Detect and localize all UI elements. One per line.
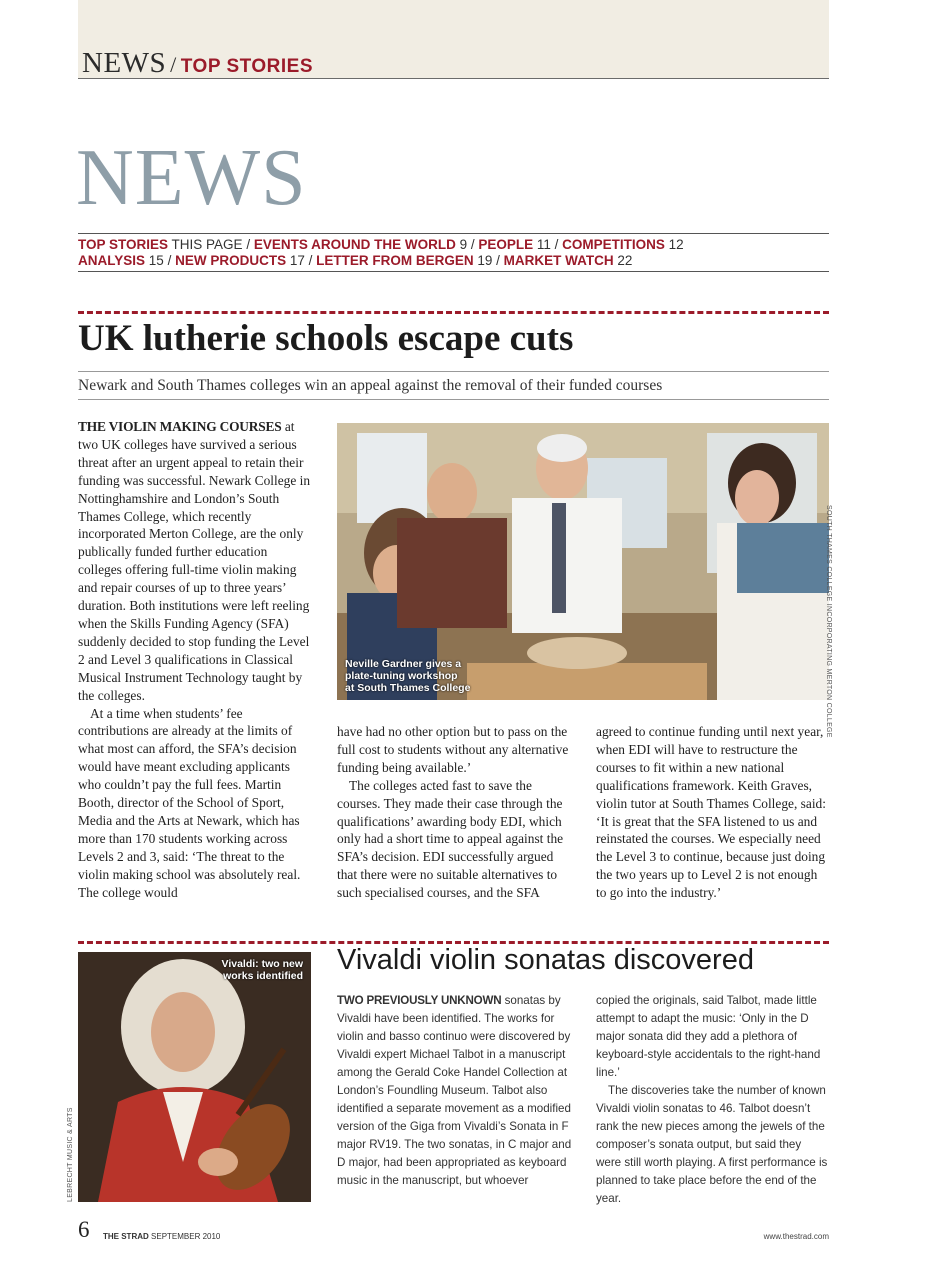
header-separator: / xyxy=(170,52,177,77)
story1-standfirst: Newark and South Thames colleges win an appeal against the removal of their funded courses xyxy=(78,371,829,400)
contents-item[interactable]: EVENTS AROUND THE WORLD xyxy=(253,237,456,252)
contents-item[interactable]: PEOPLE xyxy=(478,237,534,252)
contents-item[interactable]: MARKET WATCH xyxy=(503,253,614,268)
contents-line-1: TOP STORIES THIS PAGE / EVENTS AROUND THE WORLD 9 / PEOPLE 11 / COMPETITIONS 12 xyxy=(78,237,684,252)
contents-item[interactable]: LETTER FROM BERGEN xyxy=(316,253,474,268)
masthead-title: NEWS xyxy=(76,134,307,222)
section-header xyxy=(82,47,313,80)
story1-paragraph: have had no other option but to pass on the full cost to students without any alternative funding being available.’ xyxy=(337,724,569,775)
story-divider xyxy=(78,311,829,314)
photo1-caption: Neville Gardner gives a plate-tuning workshop at South Thames College xyxy=(345,658,471,694)
story1-column-2 xyxy=(337,723,573,902)
footer-url[interactable]: www.thestrad.com xyxy=(763,1232,829,1241)
story2-column-1: TWO PREVIOUSLY UNKNOWN sonatas by Vivaldi have been identified. The works for violin and basso continuo were discovered by Vivaldi expert Michael Talbot in a manuscript among the Gerald Coke Handel Collection at London’s Foundling Museum. Talbot also identified a separate movement as a modified version of the Giga from Vivaldi’s Sonata in F major RV19. The two sonatas, in C major and D major, had been appropriated as keyboard music in the manuscript, but whoever xyxy=(337,994,572,1187)
contents-item[interactable]: NEW PRODUCTS xyxy=(175,253,287,268)
story2-paragraph: The discoveries take the number of known Vivaldi violin sonatas to 46. Talbot doesn’t rank the new pieces among the jewels of the composer’s sonata output, but said they were still worth playing. A first performance is planned to take place before the end of the year. xyxy=(596,1084,828,1205)
story1-paragraph: At a time when students’ fee contributions are already at the limits of what most can afford, the SFA’s decision would have meant excluding applicants who couldn’t pay the full fees. Martin Booth, director of the School of Sport, Media and the Arts at Newark, which has more than 170 students working across Levels 2 and 3, said: ‘The threat to the violin making school was absolutely real. The college would xyxy=(78,705,301,900)
story2-lead: TWO PREVIOUSLY UNKNOWN xyxy=(337,994,502,1007)
page-number: 6 xyxy=(78,1217,90,1242)
photo2-caption: Vivaldi: two new works identified xyxy=(221,958,303,982)
story2-headline: Vivaldi violin sonatas discovered xyxy=(337,944,754,976)
magazine-name: THE STRAD xyxy=(103,1232,149,1241)
photo1-credit: SOUTH THAMES COLLEGE INCORPORATING MERTON COLLEGE xyxy=(825,505,832,738)
workshop-photo xyxy=(337,423,829,700)
story1-paragraph: The colleges acted fast to save the courses. They made their case through the qualifications’ awarding body EDI, which only had a short time to appeal against the SFA’s decision. EDI successfully argued that there were no suitable alternatives to such specialised courses, and the SFA xyxy=(337,777,564,901)
footer-magazine xyxy=(103,1232,220,1241)
vivaldi-portrait xyxy=(78,952,311,1202)
section-name: NEWS xyxy=(82,47,167,79)
contents-item[interactable]: TOP STORIES xyxy=(78,237,169,252)
contents-line-2: ANALYSIS 15 / NEW PRODUCTS 17 / LETTER FROM BERGEN 19 / MARKET WATCH 22 xyxy=(78,253,633,268)
contents-item[interactable]: COMPETITIONS xyxy=(562,237,665,252)
story1-column-3 xyxy=(596,723,829,902)
story1-lead: THE VIOLIN MAKING COURSES xyxy=(78,419,282,434)
story2-paragraph: copied the originals, said Talbot, made little attempt to adapt the music: ‘Only in the D major sonata did they add a plethora of keyboard-style accidentals to the right-hand line.’ xyxy=(596,994,821,1079)
issue-date: SEPTEMBER 2010 xyxy=(151,1232,221,1241)
contents-bar xyxy=(78,233,829,272)
story2-column-2 xyxy=(596,992,829,1208)
photo2-credit: LEBRECHT MUSIC & ARTS xyxy=(67,1107,74,1202)
subsection-name: TOP STORIES xyxy=(180,56,314,77)
contents-item[interactable]: ANALYSIS xyxy=(78,253,146,268)
story1-column-1: THE VIOLIN MAKING COURSES at two UK colleges have survived a serious threat after an urgent appeal to retain their funding was successful. Newark College in Nottinghamshire and London’s South Thames College, which recently incorporated Merton College, are the only publically funded further education colleges offering full-time violin making and repair courses of up to three years’ duration. Both institutions were left reeling when the Skills Funding Agency (SFA) suddenly decided to stop funding the Level 2 and Level 3 qualifications in Classical Musical Instrument Technology taught by the colleges. At a time when students’ fee contributions are already at the limits of what most can afford, the SFA’s decision would have meant excluding applicants who couldn’t pay the full fees. Martin Booth, director of the School of Sport, Media and the Arts at Newark, which has more than 170 students working across Levels 2 and 3, said: ‘The threat to the violin making school was absolutely real. The college would xyxy=(78,419,311,900)
story1-headline: UK lutherie schools escape cuts xyxy=(78,318,574,359)
story1-paragraph: agreed to continue funding until next year, when EDI will have to restructure the courses to fit within a new national qualifications framework. Keith Graves, violin tutor at South Thames College, said: ‘It is great that the SFA listened to us and reinstated the courses. We especially need the Level 3 to continue, because just doing the two years up to Level 2 is not enough to go into the industry.’ xyxy=(596,724,826,901)
